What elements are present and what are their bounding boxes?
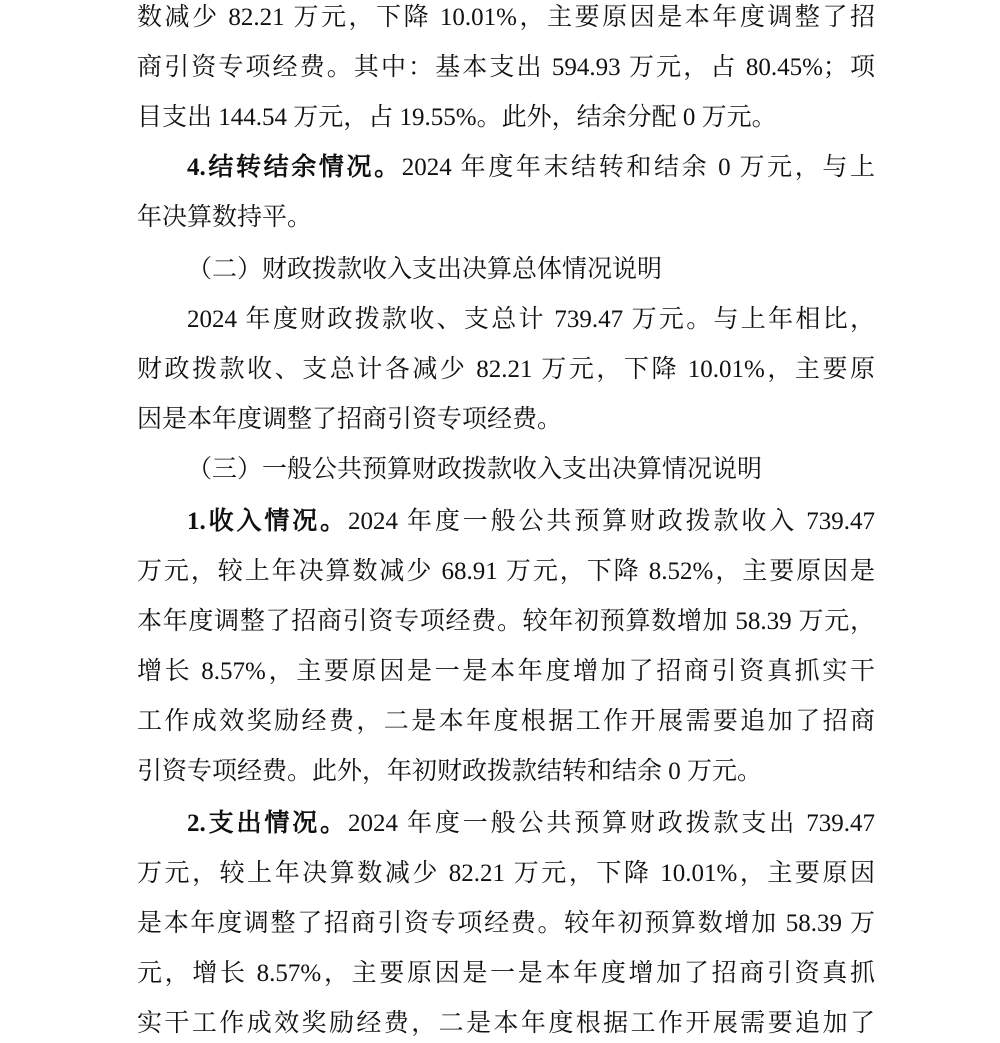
paragraph-line	[137, 908, 875, 940]
line-text: 2024 年度年末结转和结余 0 万元，与上	[401, 154, 875, 181]
line-text: 元，增长 8.57%，主要原因是一是本年度增加了招商引资真抓	[137, 960, 875, 987]
line-text: （三）一般公共预算财政拨款收入支出决算情况说明	[187, 456, 763, 483]
paragraph-line	[137, 656, 875, 688]
paragraph-line	[187, 304, 875, 336]
paragraph-line	[187, 152, 875, 184]
paragraph-line	[137, 706, 875, 738]
paragraph-line	[187, 506, 875, 538]
paragraph-line	[137, 2, 875, 34]
paragraph-line	[137, 202, 875, 234]
paragraph-line	[137, 102, 875, 134]
line-text: 年决算数持平。	[137, 204, 313, 231]
paragraph-line	[137, 1008, 875, 1040]
item-lead-in: 2.支出情况。	[187, 810, 348, 837]
section-heading	[187, 454, 762, 486]
line-text: 2024 年度一般公共预算财政拨款收入 739.47	[347, 508, 875, 535]
line-text: 因是本年度调整了招商引资专项经费。	[137, 406, 563, 433]
line-text: 引资专项经费。此外，年初财政拨款结转和结余 0 万元。	[137, 758, 763, 785]
line-text: 万元，较上年决算数减少 68.91 万元，下降 8.52%，主要原因是	[137, 558, 875, 585]
line-text: 2024 年度财政拨款收、支总计 739.47 万元。与上年相比，	[187, 306, 875, 333]
line-text: 目支出 144.54 万元，占 19.55%。此外，结余分配 0 万元。	[137, 104, 777, 131]
paragraph-line	[137, 606, 875, 638]
line-text: 增长 8.57%，主要原因是一是本年度增加了招商引资真抓实干	[137, 658, 875, 685]
paragraph-line	[137, 556, 875, 588]
paragraph-line	[137, 354, 875, 386]
paragraph-line	[187, 808, 875, 840]
paragraph-line	[137, 756, 875, 788]
paragraph-line	[137, 52, 875, 84]
line-text: 数减少 82.21 万元，下降 10.01%，主要原因是本年度调整了招	[137, 4, 875, 31]
item-lead-in: 1.收入情况。	[187, 508, 348, 535]
line-text: 商引资专项经费。其中：基本支出 594.93 万元，占 80.45%；项	[137, 54, 875, 81]
line-text: 万元，较上年决算数减少 82.21 万元，下降 10.01%，主要原因	[137, 860, 875, 887]
paragraph-line	[137, 958, 875, 990]
line-text: 是本年度调整了招商引资专项经费。较年初预算数增加 58.39 万	[137, 910, 875, 937]
line-text: 工作成效奖励经费，二是本年度根据工作开展需要追加了招商	[137, 708, 875, 735]
line-text: 财政拨款收、支总计各减少 82.21 万元，下降 10.01%，主要原	[137, 356, 875, 383]
line-text: 本年度调整了招商引资专项经费。较年初预算数增加 58.39 万元，	[137, 608, 875, 635]
paragraph-line	[137, 404, 875, 436]
item-lead-in: 4.结转结余情况。	[187, 154, 402, 181]
section-heading	[187, 254, 662, 286]
line-text: 2024 年度一般公共预算财政拨款支出 739.47	[347, 810, 875, 837]
line-text: （二）财政拨款收入支出决算总体情况说明	[187, 256, 663, 283]
line-text: 实干工作成效奖励经费，二是本年度根据工作开展需要追加了	[137, 1010, 875, 1037]
paragraph-line	[137, 858, 875, 890]
